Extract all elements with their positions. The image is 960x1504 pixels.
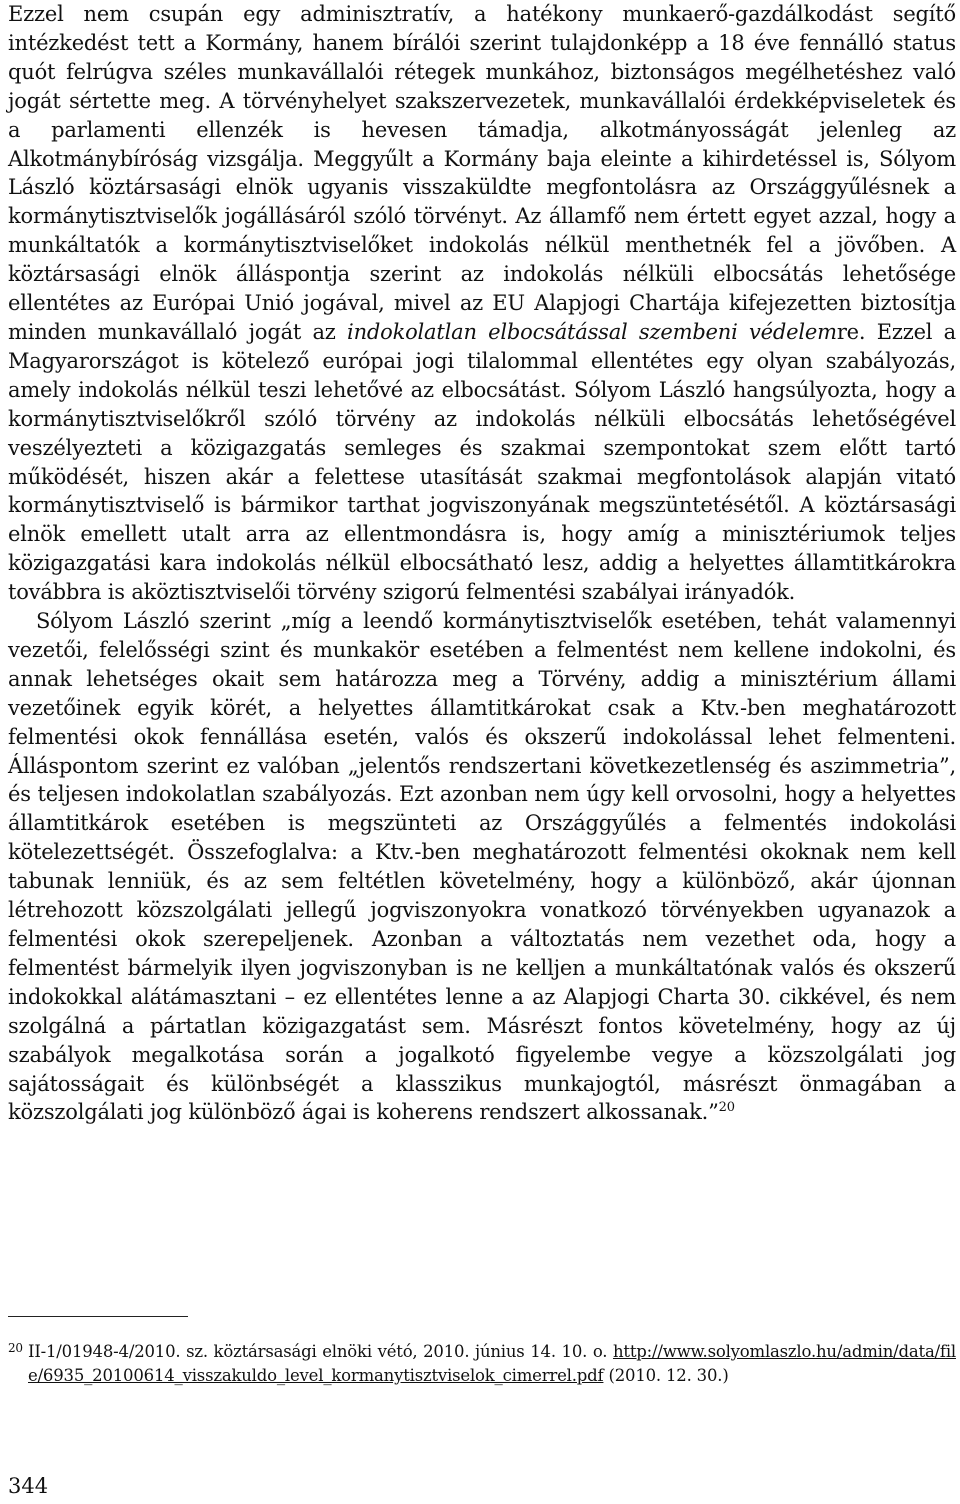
footnote-link[interactable]: http://www.solyomlaszlo.hu/admin/data/file/6935_20100614_visszakuldo_level_kormanytisztviselok_cimerrel.pdf (28, 1342, 956, 1385)
footnote-text: II-1/01948-4/2010. sz. köztársasági elnöki vétó, 2010. június 14. 10. o. (28, 1342, 613, 1361)
footnote-divider (8, 1316, 188, 1317)
main-text (8, 0, 956, 1127)
footnote-body (28, 1340, 956, 1388)
document-page (8, 0, 956, 1504)
footnote-number: 20 (8, 1341, 23, 1355)
paragraph-1-text-a: Ezzel nem csupán egy adminisztratív, a hatékony munkaerő-gazdálkodást segítő intézkedést tett a Kormány, hanem bírálói szerint tulajdonképp a 18 éve fennálló status quót felrúgva széles munkavállalói rétegek munkához, biztonságos megélhetéshez való jogát sértette meg. A törvényhelyet szakszervezetek, munkavállalói érdekképviseletek és a parlamenti ellenzék is hevesen támadja, alkotmányosságát jelenleg az Alkotmánybíróság vizsgálja. Meggyűlt a Kormány baja eleinte a kihirdetéssel is, Sólyom László köztársasági elnök ugyanis visszaküldte megfontolásra az Országgyűlésnek a kormánytisztviselők jogállásáról szóló törvényt. Az államfő nem értett egyet azzal, hogy a munkáltatók a kormánytisztviselőket indokolás nélkül menthetnék fel a jövőben. A köztársasági elnök álláspontja szerint az indokolás nélküli elbocsátás lehetősége ellentétes az Európai Unió jogával, mivel az EU Alapjogi Chartája kifejezetten biztosítja minden munkavállaló jogát az (8, 2, 956, 344)
paragraph-1 (8, 0, 956, 607)
paragraph-1-text-b: re. Ezzel a Magyarországot is kötelező európai jogi tilalommal ellentétes egy olyan szabályozás, amely indokolás nélkül teszi lehetővé az elbocsátást. Sólyom László hangsúlyozta, hogy a kormánytisztviselőkről szóló törvény az indokolás nélküli elbocsátás lehetőségével veszélyezteti a közigazgatás semleges és szakmai szempontokat szem előtt tartó működését, hiszen akár a felettese utasítását szakmai megfontolások alapján vitató kormánytisztviselő is bármikor tarthat jogviszonyának megszüntetésétől. A köztársasági elnök emellett utalt arra az ellentmondásra is, hogy amíg a minisztériumok teljes közigazgatási kara indokolás nélkül elbocsátható lesz, addig a helyettes államtitkárokra továbbra is aköztisztviselői törvény szigorú felmentési szabályai irányadók. (8, 319, 956, 605)
paragraph-1-italic-phrase: indokolatlan elbocsátással szembeni védelem (347, 319, 837, 344)
footnote-reference[interactable]: 20 (718, 1100, 735, 1116)
page-number: 344 (8, 1474, 49, 1498)
paragraph-2 (8, 607, 956, 1127)
paragraph-2-text: Sólyom László szerint „míg a leendő kormánytisztviselők esetében, tehát valamennyi vezetői, felelősségi szint és munkakör esetében a felmentést nem kellene indokolni, és annak lehetséges okait sem határozza meg a Törvény, addig a minisztérium állami vezetőinek egyik körét, a helyettes államtitkárokat csak a Ktv.-ben meghatározott felmentési okok fennállása esetén, valós és okszerű indokolással lehet felmenteni. Álláspontom szerint ez valóban „jelentős rendszertani következetlenség és aszimmetria”, és teljesen indokolatlan szabályozás. Ezt azonban nem úgy kell orvosolni, hogy a helyettes államtitkárok esetében is megszünteti az Országgyűlés a felmentés indokolási kötelezettségét. Összefoglalva: a Ktv.-ben meghatározott felmentési okoknak nem kell tabunak lenniük, és az sem feltétlen követelmény, hogy a különböző, akár újonnan létrehozott közszolgálati jellegű jogviszonyokra vonatkozó törvényekben ugyanazok a felmentési okok szerepeljenek. Azonban a változtatás nem vezethet oda, hogy a felmentést bármelyik ilyen jogviszonyban is ne kelljen a munkáltatónak valós és okszerű indokokkal alátámasztani – ez ellentétes lenne a az Alapjogi Charta 30. cikkével, és nem szolgálná a pártatlan közigazgatást sem. Másrészt fontos követelmény, hogy az új szabályok megalkotása során a jogalkotó figyelembe vegye a közszolgálati jog sajátosságait és különbségét a klasszikus munkajogtól, másrészt önmagában a közszolgálati jog különböző ágai is koherens rendszert alkossanak.” (8, 609, 956, 1125)
footnote (8, 1340, 956, 1388)
footnote-access-date: (2010. 12. 30.) (603, 1366, 729, 1385)
